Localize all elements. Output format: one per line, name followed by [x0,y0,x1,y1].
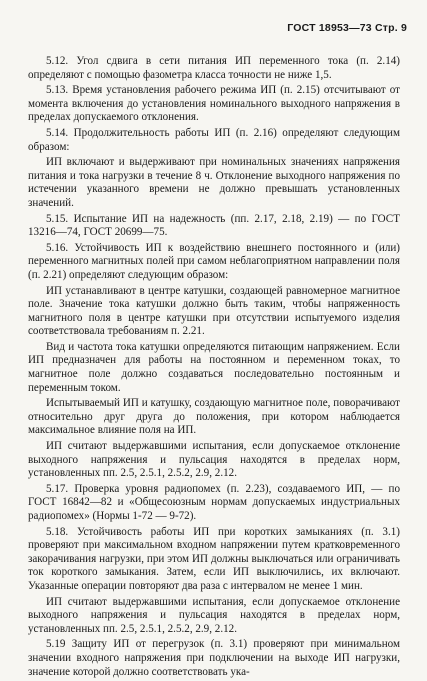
paragraph-5-17: 5.17. Проверка уровня радиопомех (п. 2.23), создаваемого ИП, — по ГОСТ 16842—82 и «Общесоюзным нормам допускаемых индустриальных радиопомех» (Нормы 1-72 — 9-72). [28,482,400,522]
paragraph-5-13: 5.13. Время установления рабочего режима ИП (п. 2.15) отсчитывают от момента включения до установления номинального выходного напряжения в пределах допускаемого отклонения. [28,84,400,124]
paragraph-5-16: 5.16. Устойчивость ИП к воздействию внешнего постоянного и (или) переменного магнитных полей при самом неблагоприятном направлении поля (п. 2.21) определяют следующим образом: [28,241,400,281]
paragraph-5-16-current: Вид и частота тока катушки определяются питающим напряжением. Если ИП предназначен для работы на постоянном и переменном токах, то магнитное поле должно создаваться последовательно постоянным и переменным током. [28,340,400,394]
paragraph-5-18: 5.18. Устойчивость работы ИП при коротких замыканиях (п. 3.1) проверяют при максимальном входном напряжении путем кратковременного закорачивания нагрузки, при этом ИП должны выключаться или ограничивать ток короткого замыкания. Затем, если ИП выключились, их включают. Указанные операции повторяют два раза с интервалом не менее 1 мин. [28,525,400,592]
paragraph-5-14: 5.14. Продолжительность работы ИП (п. 2.16) определяют следующим образом: [28,126,400,153]
document-body [28,55,400,681]
paragraph-5-16-setup: ИП устанавливают в центре катушки, создающей равномерное магнитное поле. Значение тока катушки должно быть таким, чтобы напряженность магнитного поля в центре катушки при отсутствии испытуемого изделия соответствовала требованиям п. 2.21. [28,284,400,338]
paragraph-5-15: 5.15. Испытание ИП на надежность (пп. 2.17, 2.18, 2.19) — по ГОСТ 13216—74, ГОСТ 20699—75. [28,212,400,239]
paragraph-5-14-text: ИП включают и выдерживают при номинальных значениях напряжения питания и тока нагрузки в течение 8 ч. Отклонение выходного напряжения по истечении указанного времени не должно превышать установленных значений. [28,156,400,209]
paragraph-5-16-result: ИП считают выдержавшими испытания, если допускаемое отклонение выходного напряжения и пульсация находятся в пределах норм, установленных пп. 2.5, 2.5.1, 2.5.2, 2.9, 2.12. [28,440,400,480]
page-header [287,22,407,34]
paragraph-5-12: 5.12. Угол сдвига в сети питания ИП переменного тока (п. 2.14) определяют с помощью фазометра класса точности не ниже 1,5. [28,55,400,81]
page-number: Стр. 9 [374,22,407,34]
paragraph-5-16-rotation: Испытываемый ИП и катушку, создающую магнитное поле, поворачивают относительно друг друга до положения, при котором наблюдается максимальное влияние поля на ИП. [28,397,400,437]
paragraph-5-19: 5.19 Защиту ИП от перегрузок (п. 3.1) проверяют при минимальном значении входного напряжения при подключении на выходе ИП нагрузки, значение которой должно соответствовать ука- [28,638,400,678]
paragraph-5-18-result: ИП считают выдержавшими испытания, если допускаемое отклонение выходного напряжения и пульсация находятся в пределах норм, установленных пп. 2.5, 2.5.1, 2.5.2, 2.9, 2.12. [28,595,400,635]
standard-number: ГОСТ 18953—73 [287,22,372,34]
